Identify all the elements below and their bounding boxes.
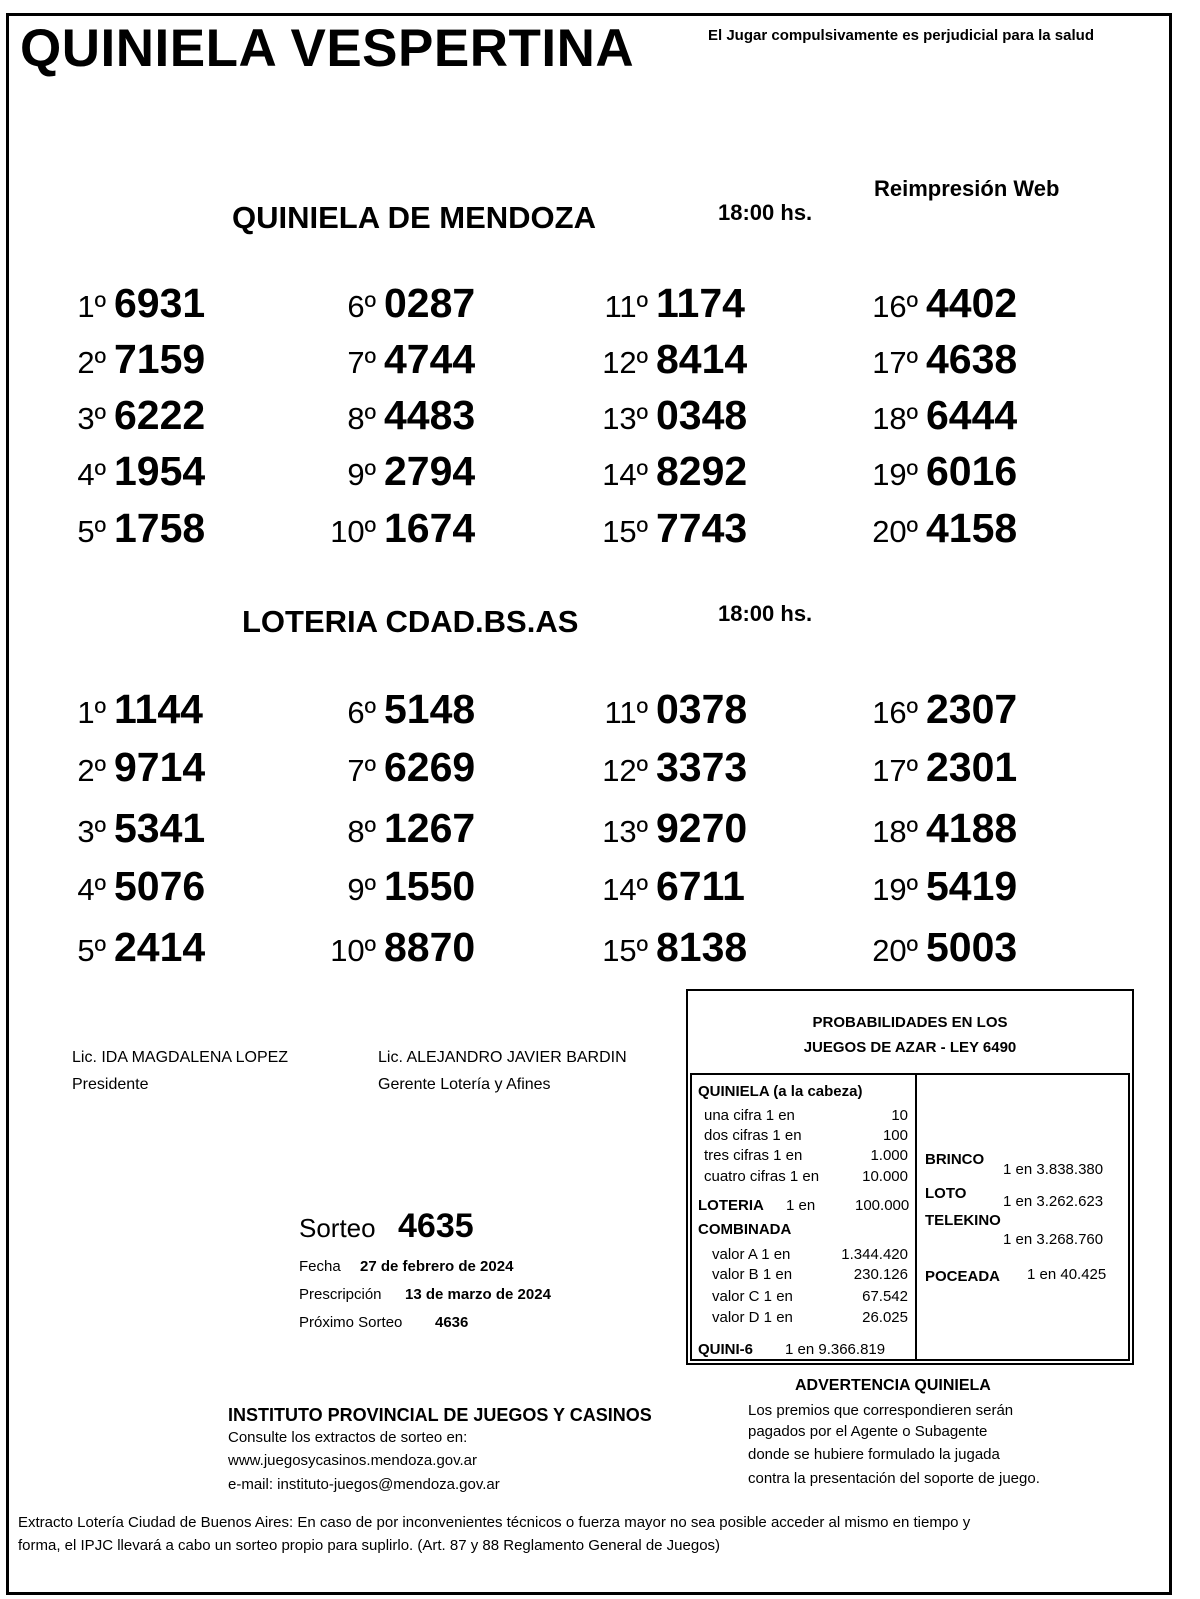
result-position: 19º	[872, 872, 918, 907]
mendoza-result-13	[592, 392, 832, 439]
mendoza-time: 18:00 hs.	[718, 200, 813, 225]
result-position: 6º	[347, 695, 376, 730]
prescripcion-value: 13 de marzo de 2024	[405, 1286, 551, 1303]
result-position: 13º	[602, 401, 648, 436]
quiniela-prob-label: QUINIELA (a la cabeza)	[698, 1083, 863, 1100]
ciudad-result-18	[862, 805, 1102, 852]
result-position: 5º	[77, 514, 106, 549]
telekino-prob-label: TELEKINO	[925, 1212, 1001, 1229]
result-number: 4188	[926, 805, 1018, 851]
mendoza-result-7	[320, 336, 560, 383]
mendoza-result-10	[320, 505, 560, 552]
ciudad-result-14	[592, 863, 832, 910]
result-number: 6269	[384, 744, 476, 790]
telekino-prob-value: 1 en 3.268.760	[1003, 1231, 1104, 1248]
loteria-prob-value: 100.000	[855, 1197, 910, 1214]
sorteo-label: Sorteo	[299, 1213, 376, 1243]
institute-line1: Consulte los extractos de sorteo en:	[228, 1429, 468, 1446]
ciudad-result-20	[862, 924, 1102, 971]
mendoza-title: QUINIELA DE MENDOZA	[232, 200, 596, 235]
prob-row-value: 67.542	[862, 1288, 908, 1305]
signature-right-role: Gerente Lotería y Afines	[378, 1076, 551, 1093]
loteria-prob-label: LOTERIA	[698, 1197, 764, 1214]
signature-right-name: Lic. ALEJANDRO JAVIER BARDIN	[378, 1049, 627, 1066]
result-position: 4º	[77, 872, 106, 907]
prob-row-value: 100	[882, 1127, 908, 1144]
ciudad-result-1	[50, 686, 290, 733]
ciudad-result-9	[320, 863, 560, 910]
result-position: 7º	[347, 345, 376, 380]
result-number: 4744	[384, 336, 476, 382]
result-position: 12º	[602, 345, 648, 380]
fecha-label: Fecha	[299, 1258, 341, 1275]
footer-line2: forma, el IPJC llevará a cabo un sorteo propio para suplirlo. (Art. 87 y 88 Reglamento General de Juegos)	[18, 1537, 721, 1554]
prob-row-value: 10.000	[862, 1168, 908, 1185]
advertencia-line2: pagados por el Agente o Subagente	[748, 1423, 988, 1440]
loto-prob-value: 1 en 3.262.623	[1003, 1193, 1104, 1210]
result-position: 13º	[602, 814, 648, 849]
mendoza-result-5	[50, 505, 290, 552]
result-number: 5419	[926, 863, 1018, 909]
result-number: 6016	[926, 448, 1018, 494]
result-number: 3373	[656, 744, 748, 790]
ciudad-result-2	[50, 744, 290, 791]
fecha-value: 27 de febrero de 2024	[360, 1258, 514, 1275]
mendoza-result-2	[50, 336, 290, 383]
result-position: 15º	[602, 514, 648, 549]
result-number: 6222	[114, 392, 206, 438]
probabilities-heading-line1: PROBABILIDADES EN LOS	[812, 1014, 1008, 1031]
proximo-sorteo-label: Próximo Sorteo	[299, 1314, 403, 1331]
ciudad-result-12	[592, 744, 832, 791]
ciudad-result-19	[862, 863, 1102, 910]
combinada-prob-label: COMBINADA	[698, 1221, 792, 1238]
result-position: 15º	[602, 933, 648, 968]
probabilities-divider	[915, 1075, 917, 1359]
page-title: QUINIELA VESPERTINA	[20, 19, 635, 78]
signature-left-role: Presidente	[72, 1076, 149, 1093]
prob-row-value: 26.025	[862, 1309, 908, 1326]
mendoza-result-8	[320, 392, 560, 439]
mendoza-result-18	[862, 392, 1102, 439]
quini6-prob-label: QUINI-6	[698, 1341, 754, 1358]
result-number: 8870	[384, 924, 476, 970]
poceada-prob-label: POCEADA	[925, 1268, 1001, 1285]
prob-row-label: valor C 1 en	[712, 1288, 793, 1305]
prob-row-label: tres cifras 1 en	[704, 1147, 803, 1164]
result-position: 11º	[604, 695, 648, 730]
result-number: 0287	[384, 280, 476, 326]
ciudad-result-10	[320, 924, 560, 971]
result-number: 1954	[114, 448, 206, 494]
prob-row-label: una cifra 1 en	[704, 1107, 795, 1124]
result-number: 0348	[656, 392, 748, 438]
result-number: 6444	[926, 392, 1018, 438]
result-position: 20º	[872, 514, 918, 549]
mendoza-result-1	[50, 280, 290, 327]
result-position: 2º	[77, 345, 106, 380]
result-number: 4402	[926, 280, 1018, 326]
prescripcion-label: Prescripción	[299, 1286, 382, 1303]
health-warning: El Jugar compulsivamente es perjudicial para la salud	[708, 27, 1094, 44]
result-number: 4158	[926, 505, 1018, 551]
result-number: 5076	[114, 863, 206, 909]
result-position: 5º	[77, 933, 106, 968]
result-number: 2301	[926, 744, 1018, 790]
ciudad-result-4	[50, 863, 290, 910]
proximo-sorteo-value: 4636	[435, 1314, 469, 1331]
mendoza-result-15	[592, 505, 832, 552]
result-number: 6711	[656, 863, 745, 909]
loteria-prob-mid: 1 en	[786, 1197, 816, 1214]
result-position: 8º	[347, 814, 376, 849]
ciudad-result-17	[862, 744, 1102, 791]
result-position: 14º	[602, 872, 648, 907]
result-position: 17º	[872, 753, 918, 788]
result-position: 16º	[872, 289, 918, 324]
result-position: 7º	[347, 753, 376, 788]
result-position: 20º	[872, 933, 918, 968]
result-number: 7743	[656, 505, 748, 551]
result-number: 4483	[384, 392, 476, 438]
result-position: 9º	[347, 872, 376, 907]
result-number: 1674	[384, 505, 476, 551]
result-position: 12º	[602, 753, 648, 788]
ciudad-title: LOTERIA CDAD.BS.AS	[242, 604, 579, 639]
result-number: 1267	[384, 805, 476, 851]
ciudad-result-16	[862, 686, 1102, 733]
mendoza-result-16	[862, 280, 1102, 327]
result-position: 8º	[347, 401, 376, 436]
loto-prob-label: LOTO	[925, 1185, 967, 1202]
result-position: 3º	[77, 401, 106, 436]
prob-row-label: valor A 1 en	[712, 1246, 791, 1263]
result-position: 1º	[77, 289, 106, 324]
result-number: 9714	[114, 744, 206, 790]
probabilities-heading-line2: JUEGOS DE AZAR - LEY 6490	[803, 1039, 1017, 1056]
prob-row-value: 1.000	[870, 1147, 908, 1164]
result-number: 5341	[114, 805, 206, 851]
brinco-prob-value: 1 en 3.838.380	[1003, 1161, 1104, 1178]
advertencia-title: ADVERTENCIA QUINIELA	[795, 1377, 991, 1394]
result-number: 6931	[114, 280, 206, 326]
result-number: 2414	[114, 924, 206, 970]
prob-row-label: cuatro cifras 1 en	[704, 1168, 820, 1185]
result-number: 5148	[384, 686, 476, 732]
result-number: 0378	[656, 686, 748, 732]
mendoza-result-20	[862, 505, 1102, 552]
result-number: 2794	[384, 448, 476, 494]
ciudad-result-8	[320, 805, 560, 852]
prob-row-label: dos cifras 1 en	[704, 1127, 802, 1144]
ciudad-result-15	[592, 924, 832, 971]
result-number: 1758	[114, 505, 206, 551]
result-position: 17º	[872, 345, 918, 380]
ciudad-result-5	[50, 924, 290, 971]
mendoza-result-12	[592, 336, 832, 383]
result-position: 19º	[872, 457, 918, 492]
result-number: 4638	[926, 336, 1018, 382]
poceada-prob-value: 1 en 40.425	[1027, 1266, 1107, 1283]
ciudad-result-6	[320, 686, 560, 733]
result-number: 9270	[656, 805, 748, 851]
mendoza-result-19	[862, 448, 1102, 495]
signature-left-name: Lic. IDA MAGDALENA LOPEZ	[72, 1049, 289, 1066]
prob-row-value: 1.344.420	[841, 1246, 908, 1263]
mendoza-result-9	[320, 448, 560, 495]
result-position: 10º	[330, 933, 376, 968]
result-number: 8138	[656, 924, 748, 970]
result-position: 14º	[602, 457, 648, 492]
result-number: 1550	[384, 863, 476, 909]
result-position: 10º	[330, 514, 376, 549]
result-position: 2º	[77, 753, 106, 788]
probabilities-heading	[686, 1010, 1134, 1060]
result-position: 4º	[77, 457, 106, 492]
mendoza-result-17	[862, 336, 1102, 383]
ciudad-time: 18:00 hs.	[718, 601, 813, 626]
mendoza-result-11	[592, 280, 832, 327]
mendoza-result-6	[320, 280, 560, 327]
ciudad-result-11	[592, 686, 832, 733]
advertencia-line3: donde se hubiere formulado la jugada	[748, 1446, 1000, 1463]
ciudad-result-13	[592, 805, 832, 852]
reprint-label: Reimpresión Web	[874, 176, 1060, 201]
mendoza-result-3	[50, 392, 290, 439]
quini6-prob-value: 1 en 9.366.819	[785, 1341, 886, 1358]
result-number: 2307	[926, 686, 1018, 732]
ciudad-result-7	[320, 744, 560, 791]
ciudad-result-3	[50, 805, 290, 852]
prob-row-label: valor B 1 en	[712, 1266, 793, 1283]
result-number: 1144	[114, 686, 203, 732]
result-position: 1º	[77, 695, 106, 730]
advertencia-line4: contra la presentación del soporte de juego.	[748, 1470, 1040, 1487]
result-number: 5003	[926, 924, 1018, 970]
result-position: 9º	[347, 457, 376, 492]
result-position: 11º	[604, 289, 648, 324]
result-position: 16º	[872, 695, 918, 730]
prob-row-value: 10	[891, 1107, 908, 1124]
mendoza-result-4	[50, 448, 290, 495]
institute-name: INSTITUTO PROVINCIAL DE JUEGOS Y CASINOS	[228, 1405, 652, 1425]
result-number: 7159	[114, 336, 206, 382]
result-number: 1174	[656, 280, 745, 326]
result-position: 3º	[77, 814, 106, 849]
footer-line1: Extracto Lotería Ciudad de Buenos Aires: En caso de por inconvenientes técnicos o fuerza mayor no sea posible acceder al mismo en tiempo y	[18, 1514, 971, 1531]
result-position: 18º	[872, 401, 918, 436]
result-number: 8414	[656, 336, 748, 382]
institute-website: www.juegosycasinos.mendoza.gov.ar	[228, 1452, 478, 1469]
result-position: 6º	[347, 289, 376, 324]
institute-email: e-mail: instituto-juegos@mendoza.gov.ar	[228, 1476, 500, 1493]
mendoza-result-14	[592, 448, 832, 495]
advertencia-line1: Los premios que correspondieren serán	[748, 1402, 1014, 1419]
brinco-prob-label: BRINCO	[925, 1151, 985, 1168]
result-position: 18º	[872, 814, 918, 849]
sorteo-number: 4635	[398, 1207, 474, 1245]
prob-row-value: 230.126	[853, 1266, 908, 1283]
result-number: 8292	[656, 448, 748, 494]
prob-row-label: valor D 1 en	[712, 1309, 793, 1326]
